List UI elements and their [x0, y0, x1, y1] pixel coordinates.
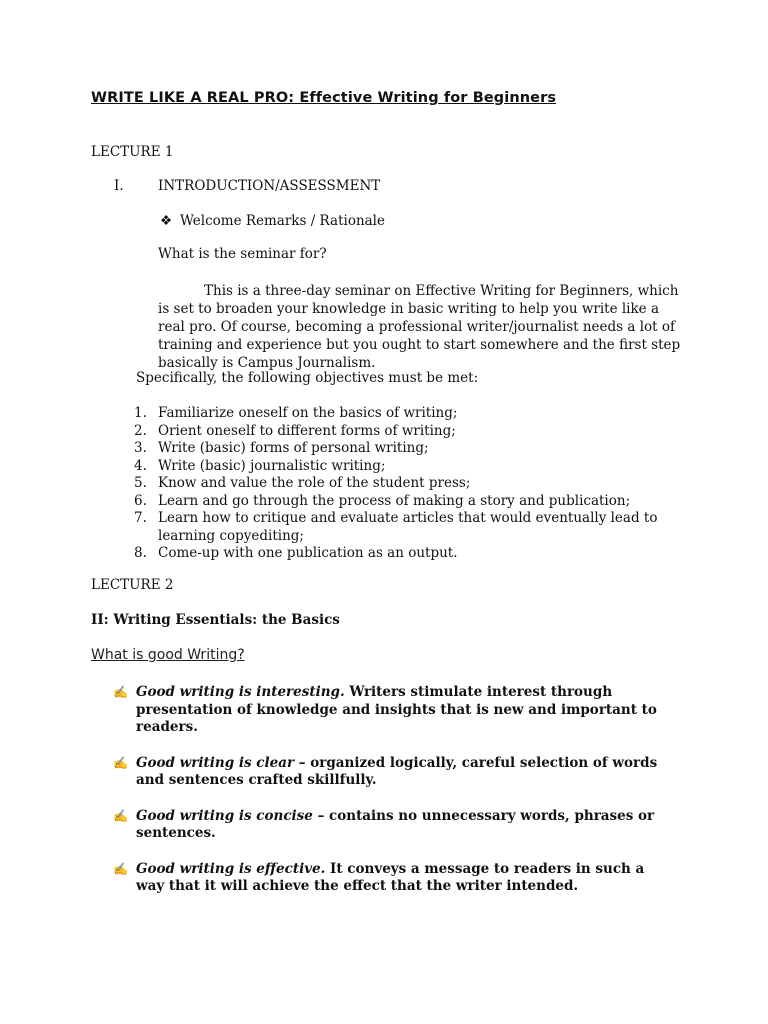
good-writing-item [113, 684, 673, 737]
objective-item [134, 405, 694, 423]
good-writing-text: It conveys a message to readers in such a way that it will achieve the effect that the writer intended. [136, 860, 645, 894]
intro-paragraph: This is a three-day seminar on Effective Writing for Beginners, which is set to broaden your knowledge in basic writing to help you write like a real pro. Of course, becoming a professional writer/journalist needs a lot of training and experience but you ought to start somewhere and the first step basically is Campus Journalism. [158, 283, 681, 371]
objective-text: Come-up with one publication as an output. [158, 545, 458, 561]
good-writing-lead: Good writing is effective. [136, 860, 326, 877]
good-writing-lead: Good writing is clear [136, 754, 295, 771]
section-2-heading: II: Writing Essentials: the Basics [91, 612, 340, 628]
writing-hand-icon: ✍ [113, 755, 128, 770]
objective-number: 8. [134, 545, 147, 561]
good-writing-item [113, 861, 673, 896]
objective-item [134, 545, 694, 563]
good-writing-item [113, 808, 673, 843]
objective-number: 2. [134, 422, 147, 439]
good-writing-text: Writers stimulate interest through presentation of knowledge and insights that is new and important to readers. [136, 684, 657, 735]
objective-text: Know and value the role of the student press; [158, 475, 471, 491]
section-1-number: I. [114, 178, 124, 194]
section-1-title: INTRODUCTION/ASSESSMENT [158, 178, 381, 194]
writing-hand-icon: ✍ [113, 808, 128, 823]
objective-text: Orient oneself to different forms of writing; [158, 422, 456, 439]
objective-number: 7. [134, 510, 147, 526]
seminar-question: What is the seminar for? [158, 246, 327, 262]
lecture-1-heading: LECTURE 1 [91, 144, 174, 160]
objective-text: Learn and go through the process of making a story and publication; [158, 492, 631, 509]
good-writing-lead: Good writing is interesting. [136, 684, 345, 700]
good-writing-lead: Good writing is concise [136, 807, 313, 824]
writing-hand-icon: ✍ [113, 685, 128, 699]
good-writing-text: – organized logically, careful selection of words and sentences crafted skillfully. [136, 754, 658, 788]
objective-number: 1. [134, 405, 147, 421]
objective-number: 4. [134, 457, 147, 474]
good-writing-heading: What is good Writing? [91, 647, 245, 663]
document-title: WRITE LIKE A REAL PRO: Effective Writing for Beginners [91, 90, 557, 106]
objective-text: Learn how to critique and evaluate articles that would eventually lead to learning copyediting; [158, 510, 658, 544]
objective-item [134, 510, 694, 545]
objective-number: 5. [134, 475, 147, 491]
objectives-list [134, 405, 694, 563]
objective-number: 6. [134, 492, 147, 509]
lecture-2-heading: LECTURE 2 [91, 577, 174, 593]
objective-text: Write (basic) journalistic writing; [158, 457, 386, 474]
good-writing-text: – contains no unnecessary words, phrases or sentences. [136, 807, 655, 841]
good-writing-item [113, 755, 673, 790]
objective-text: Familiarize oneself on the basics of writing; [158, 405, 458, 421]
welcome-item [160, 213, 385, 229]
good-writing-list [113, 684, 673, 914]
objective-item [134, 475, 694, 493]
writing-hand-icon: ✍ [113, 861, 128, 876]
objective-number: 3. [134, 440, 147, 456]
objective-text: Write (basic) forms of personal writing; [158, 440, 429, 456]
objective-item [134, 458, 694, 476]
objective-item [134, 423, 694, 441]
objective-item [134, 493, 694, 511]
diamond-bullet-icon: ❖ [160, 213, 173, 229]
objectives-intro: Specifically, the following objectives must be met: [136, 370, 479, 386]
welcome-text: Welcome Remarks / Rationale [180, 213, 385, 229]
objective-item [134, 440, 694, 458]
